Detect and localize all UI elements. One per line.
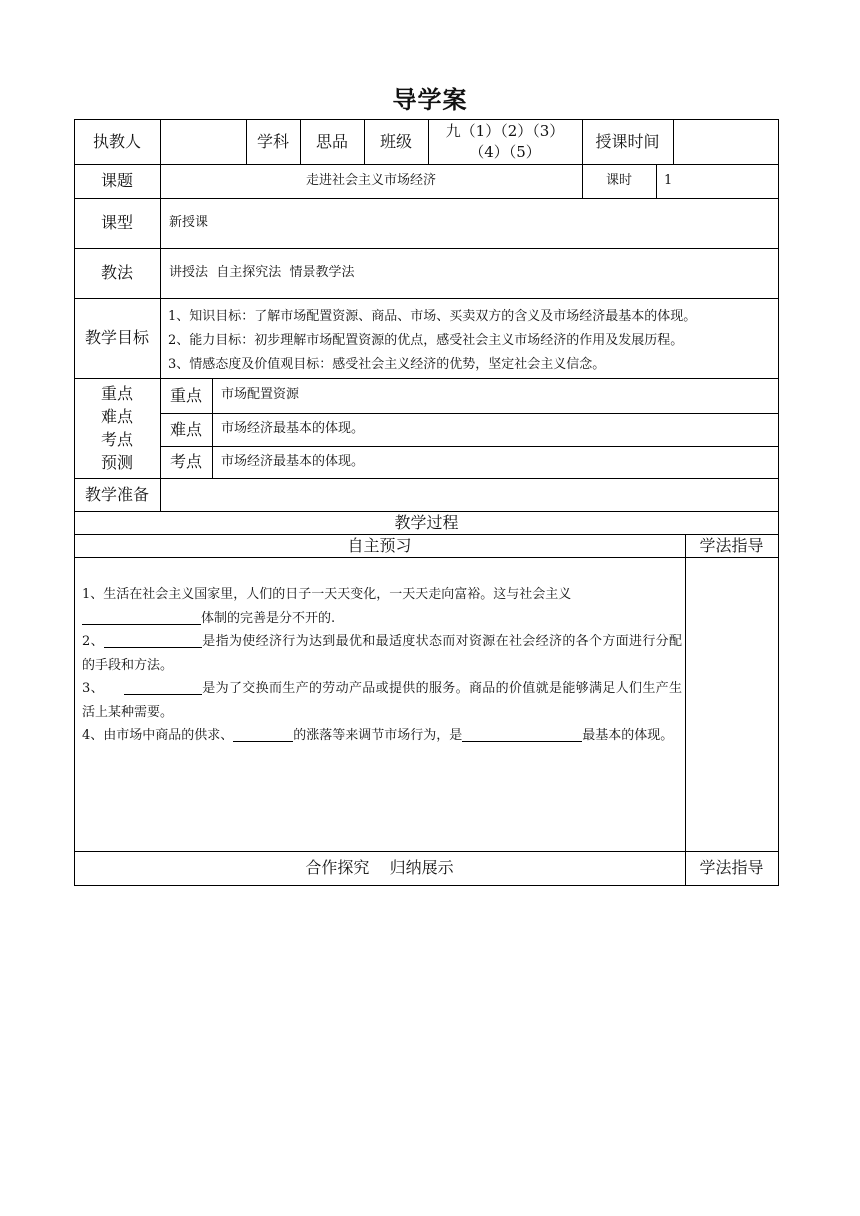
class-label: 班级 <box>379 131 412 151</box>
answer-blank[interactable] <box>233 728 293 742</box>
prep-label: 教学准备 <box>84 484 149 504</box>
focus-key-value: 市场配置资源 <box>221 387 300 403</box>
subject-value: 思品 <box>315 131 348 151</box>
focus-difficult-value: 市场经济最基本的体现。 <box>221 421 365 437</box>
coop-header: 合作探究 归纳展示 <box>305 858 454 877</box>
focus-group-line: 重点 <box>100 384 133 403</box>
goal-item: 2、能力目标：初步理解市场配置资源的优点，感受社会主义市场经济的作用及发展历程。 <box>168 333 684 348</box>
subject-label: 学科 <box>256 131 289 151</box>
period-value: 1 <box>664 172 673 188</box>
time-value <box>673 119 778 164</box>
type-value: 新授课 <box>169 214 209 230</box>
topic-label: 课题 <box>100 171 133 190</box>
focus-difficult-label: 难点 <box>169 419 202 439</box>
focus-key-label: 重点 <box>169 385 202 405</box>
method-label: 教法 <box>100 263 133 282</box>
process-title: 教学过程 <box>394 512 459 532</box>
topic-value: 走进社会主义市场经济 <box>305 172 436 188</box>
type-label: 课型 <box>100 213 133 232</box>
prep-value <box>169 478 769 511</box>
focus-exam-value: 市场经济最基本的体现。 <box>221 453 365 469</box>
teacher-value <box>160 119 246 164</box>
class-value <box>428 119 582 164</box>
focus-group-label <box>74 378 160 478</box>
guide-header: 学法指导 <box>699 535 764 555</box>
method-value: 讲授法 自主探究法 情景教学法 <box>169 264 355 280</box>
document-title: 导学案 <box>392 86 468 114</box>
answer-blank[interactable] <box>124 681 202 695</box>
time-label: 授课时间 <box>595 131 660 151</box>
answer-blank[interactable] <box>82 611 201 625</box>
class-value-line1: 九（1）（2）（3） <box>445 121 565 140</box>
guide-header-2: 学法指导 <box>699 858 764 877</box>
goal-item: 1、知识目标：了解市场配置资源、商品、市场、买卖双方的含义及市场经济最基本的体现。 <box>168 309 697 324</box>
preview-questions <box>82 583 682 748</box>
preview-question-3: 3、 是为了交换而生产的劳动产品或提供的服务。商品的价值就是能够满足人们生产生活上某种需要。 <box>82 681 682 720</box>
preview-question-1: 1、生活在社会主义国家里，人们的日子一天天变化，一天天走向富裕。这与社会主义 体制的完善是分不开的. <box>82 587 572 626</box>
teacher-label: 执教人 <box>92 131 141 151</box>
class-value-line2: （4）（5） <box>469 142 541 161</box>
goals-list <box>168 305 780 377</box>
focus-group-line: 考点 <box>100 430 133 449</box>
focus-group-line: 预测 <box>100 453 133 472</box>
goal-item: 3、情感态度及价值观目标：感受社会主义经济的优势，坚定社会主义信念。 <box>168 357 606 372</box>
preview-question-4: 4、由市场中商品的供求、 的涨落等来调节市场行为，是 最基本的体现。 <box>82 728 674 743</box>
answer-blank[interactable] <box>104 634 202 648</box>
preview-question-2: 2、 是指为使经济行为达到最优和最适度状态而对资源在社会经济的各个方面进行分配的手段和方法。 <box>82 634 682 673</box>
focus-exam-label: 考点 <box>169 452 202 471</box>
period-label: 课时 <box>605 172 632 188</box>
focus-group-line: 难点 <box>100 407 133 426</box>
goals-label: 教学目标 <box>84 328 149 347</box>
answer-blank[interactable] <box>462 728 582 742</box>
self-study-header: 自主预习 <box>347 535 412 555</box>
